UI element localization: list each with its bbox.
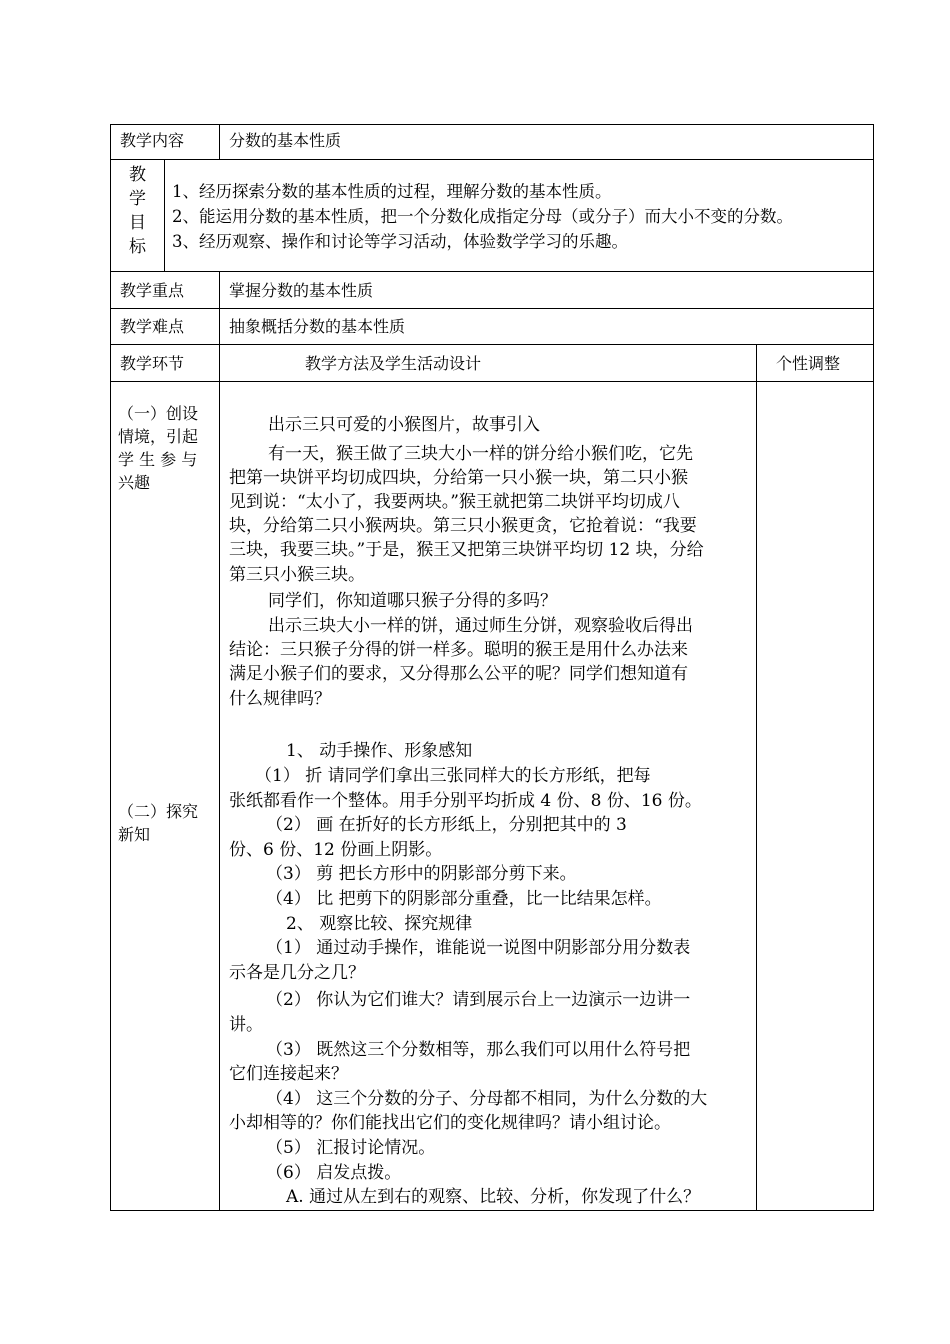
stage-1-line: 情境，引起 bbox=[118, 427, 199, 446]
row-divider bbox=[110, 308, 874, 309]
col-divider-main bbox=[219, 271, 220, 1211]
body-line: 张纸都看作一个整体。用手分别平均折成 4 份、8 份、16 份。 bbox=[229, 791, 702, 811]
header-stage: 教学环节 bbox=[120, 354, 185, 373]
header-method: 教学方法及学生活动设计 bbox=[305, 354, 482, 373]
goal-item: 2、能运用分数的基本性质，把一个分数化成指定分母（或分子）而大小不变的分数。 bbox=[172, 207, 793, 226]
body-line: 小却相等的？你们能找出它们的变化规律吗？请小组讨论。 bbox=[229, 1113, 671, 1133]
stage-2-line: 新知 bbox=[118, 825, 151, 844]
body-line: （3） 既然这三个分数相等，那么我们可以用什么符号把 bbox=[266, 1040, 691, 1060]
goal-item: 3、经历观察、操作和讨论等学习活动，体验数学学习的乐趣。 bbox=[172, 232, 628, 251]
stage-2-label bbox=[118, 800, 214, 846]
body-line: 结论：三只猴子分得的饼一样多。聪明的猴王是用什么办法来 bbox=[229, 640, 688, 660]
body-line: 三块，我要三块。”于是，猴王又把第三块饼平均切 12 块，分给 bbox=[229, 540, 704, 560]
key-point-value: 掌握分数的基本性质 bbox=[229, 281, 374, 300]
goals-label-char: 目 bbox=[129, 213, 146, 233]
body-line: 块，分给第二只小猴两块。第三只小猴更贪，它抢着说：“我要 bbox=[229, 516, 697, 536]
goals-label-char: 学 bbox=[129, 189, 146, 209]
body-line: （5） 汇报讨论情况。 bbox=[266, 1138, 436, 1158]
goal-item: 1、经历探索分数的基本性质的过程，理解分数的基本性质。 bbox=[172, 182, 612, 201]
row-divider bbox=[110, 271, 874, 272]
body-line: （1） 折 请同学们拿出三张同样大的长方形纸，把每 bbox=[255, 766, 651, 786]
body-line: （4） 比 把剪下的阴影部分重叠，比一比结果怎样。 bbox=[266, 889, 662, 909]
body-line: （6） 启发点拨。 bbox=[266, 1163, 402, 1183]
goals-label bbox=[111, 163, 164, 259]
body-line: （4） 这三个分数的分子、分母都不相同，为什么分数的大 bbox=[266, 1089, 708, 1109]
col-divider-adjust bbox=[756, 344, 757, 1211]
stage-1-line: 学 生 参 与 bbox=[118, 450, 198, 469]
body-line: 2、 观察比较、探究规律 bbox=[286, 914, 473, 934]
body-line: 出示三只可爱的小猴图片，故事引入 bbox=[268, 415, 540, 435]
col-divider-goals bbox=[164, 159, 165, 272]
body-line: 有一天，猴王做了三块大小一样的饼分给小猴们吃，它先 bbox=[268, 444, 693, 464]
body-line: 出示三块大小一样的饼，通过师生分饼，观察验收后得出 bbox=[268, 616, 693, 636]
body-line: A. 通过从左到右的观察、比较、分析，你发现了什么？ bbox=[286, 1187, 701, 1207]
body-line: 把第一块饼平均切成四块，分给第一只小猴一块，第二只小猴 bbox=[229, 468, 688, 488]
body-line: 什么规律吗？ bbox=[229, 689, 331, 709]
header-adjust: 个性调整 bbox=[776, 354, 841, 373]
body-line: （3） 剪 把长方形中的阴影部分剪下来。 bbox=[266, 864, 577, 884]
body-line: （2） 画 在折好的长方形纸上，分别把其中的 3 bbox=[266, 815, 627, 835]
body-line: 第三只小猴三块。 bbox=[229, 565, 365, 585]
table-border-left bbox=[110, 124, 111, 1211]
table-border-top bbox=[110, 124, 874, 125]
body-line: 见到说：“太小了，我要两块。”猴王就把第二块饼平均切成八 bbox=[229, 492, 680, 512]
difficulty-label: 教学难点 bbox=[120, 317, 185, 336]
goals-label-char: 标 bbox=[129, 237, 146, 257]
key-point-label: 教学重点 bbox=[120, 281, 185, 300]
content-value: 分数的基本性质 bbox=[229, 131, 342, 150]
body-line: 同学们，你知道哪只猴子分得的多吗？ bbox=[268, 591, 557, 611]
body-line: 1、 动手操作、形象感知 bbox=[286, 741, 473, 761]
table-border-bottom bbox=[110, 1210, 874, 1211]
col-divider-content bbox=[219, 124, 220, 160]
body-line: 示各是几分之几？ bbox=[229, 963, 365, 983]
body-line: （2） 你认为它们谁大？请到展示台上一边演示一边讲一 bbox=[266, 990, 691, 1010]
body-line: （1） 通过动手操作，谁能说一说图中阴影部分用分数表 bbox=[266, 938, 691, 958]
table-border-right bbox=[873, 124, 874, 1211]
body-line: 满足小猴子们的要求，又分得那么公平的呢？同学们想知道有 bbox=[229, 664, 688, 684]
stage-1-line: 兴趣 bbox=[118, 473, 151, 492]
content-label: 教学内容 bbox=[120, 131, 185, 150]
row-divider bbox=[110, 159, 874, 160]
difficulty-value: 抽象概括分数的基本性质 bbox=[229, 317, 406, 336]
row-divider bbox=[110, 381, 874, 382]
goals-label-char: 教 bbox=[129, 165, 146, 185]
body-line: 它们连接起来？ bbox=[229, 1064, 348, 1084]
stage-1-label bbox=[118, 402, 214, 494]
body-line: 讲。 bbox=[229, 1015, 263, 1035]
stage-2-line: （二）探究 bbox=[118, 802, 199, 821]
row-divider bbox=[110, 344, 874, 345]
stage-1-line: （一）创设 bbox=[118, 404, 199, 423]
body-line: 份、6 份、12 份画上阴影。 bbox=[229, 840, 443, 860]
